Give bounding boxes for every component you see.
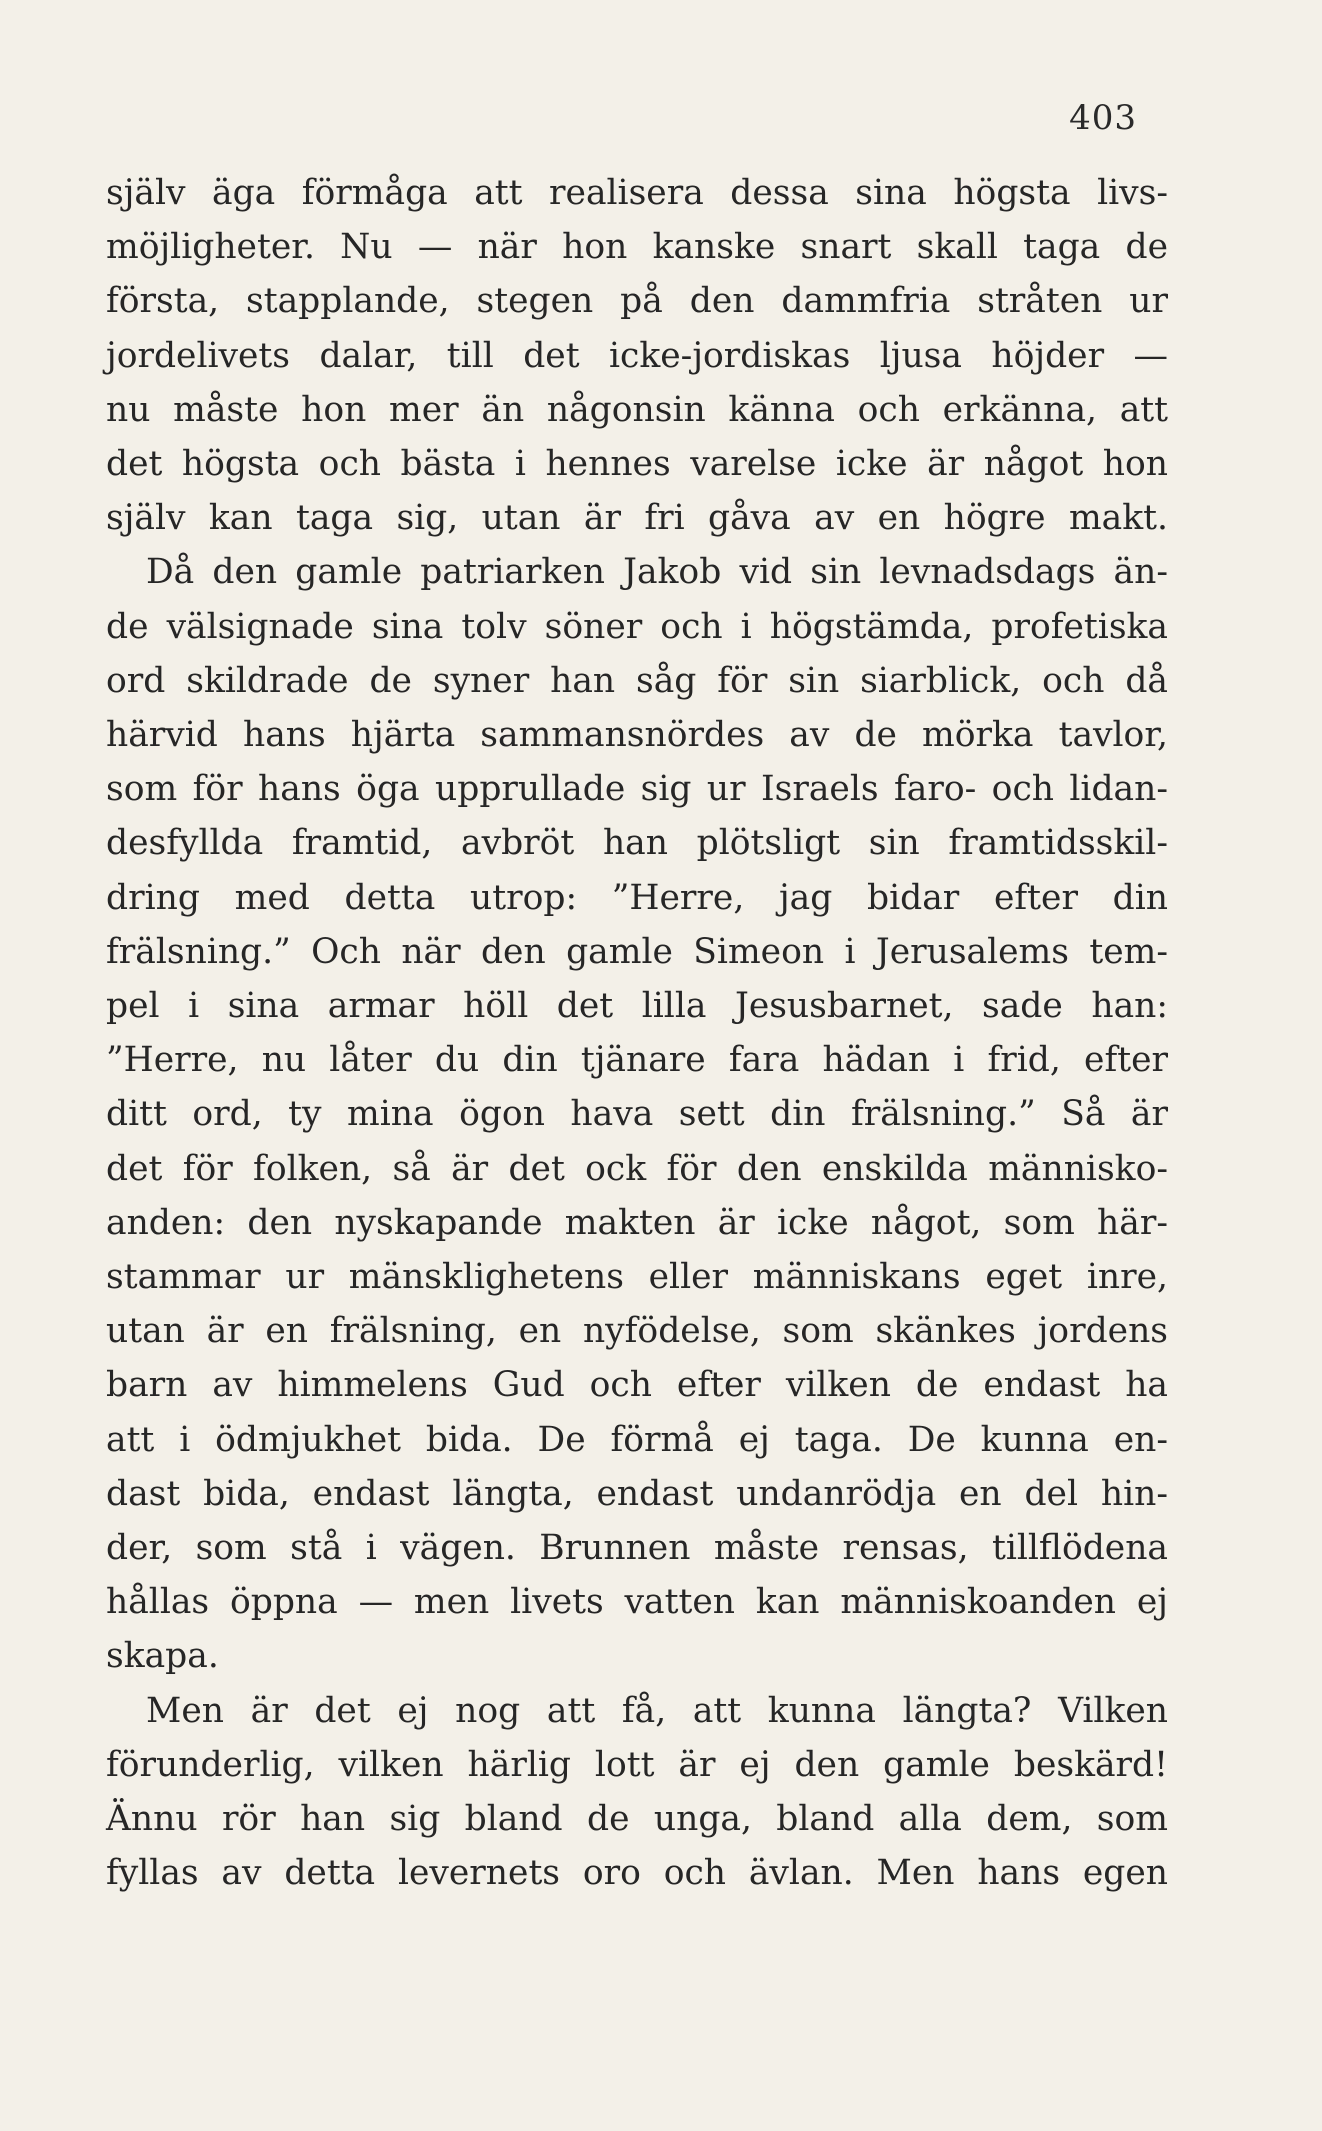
text-line: der, som stå i vägen. Brunnen måste rensas, tillflödena — [106, 1528, 1168, 1569]
text-line: barn av himmelens Gud och efter vilken de endast ha — [106, 1365, 1168, 1406]
body-text — [106, 166, 1168, 1901]
text-line: själv äga förmåga att realisera dessa sina högsta livs- — [106, 173, 1168, 213]
text-line: härvid hans hjärta sammansnördes av de mörka tavlor, — [106, 715, 1168, 756]
text-line: Ännu rör han sig bland de unga, bland alla dem, som — [106, 1799, 1168, 1840]
text-line: anden: den nyskapande makten är icke något, som här- — [106, 1202, 1168, 1243]
text-line: utan är en frälsning, en nyfödelse, som skänkes jordens — [106, 1311, 1168, 1352]
text-line: nu måste hon mer än någonsin känna och erkänna, att — [106, 389, 1168, 430]
text-line: Då den gamle patriarken Jakob vid sin levnadsdags än- — [146, 552, 1168, 593]
text-line: första, stapplande, stegen på den dammfria stråten ur — [106, 281, 1168, 322]
text-line: jordelivets dalar, till det icke-jordiskas ljusa höjder — — [106, 335, 1168, 376]
text-line: stammar ur mänsklighetens eller människans eget inre, — [106, 1257, 1168, 1298]
text-line: dring med detta utrop: ”Herre, jag bidar efter din — [106, 877, 1168, 918]
text-line: hållas öppna — men livets vatten kan människoanden ej — [106, 1582, 1168, 1623]
text-line: frälsning.” Och när den gamle Simeon i Jerusalems tem- — [106, 931, 1168, 972]
text-line: ord skildrade de syner han såg för sin siarblick, och då — [106, 660, 1168, 701]
text-line: pel i sina armar höll det lilla Jesusbarnet, sade han: — [106, 986, 1168, 1027]
text-line: skapa. — [106, 1636, 219, 1677]
text-line: det för folken, så är det ock för den enskilda människo- — [106, 1148, 1168, 1189]
text-line: de välsignade sina tolv söner och i högstämda, profetiska — [106, 606, 1168, 647]
text-line: själv kan taga sig, utan är fri gåva av en högre makt. — [106, 498, 1168, 539]
text-line: Men är det ej nog att få, att kunna längta? Vilken — [146, 1690, 1168, 1731]
text-line: ”Herre, nu låter du din tjänare fara hädan i frid, efter — [106, 1040, 1168, 1081]
text-line: fyllas av detta levernets oro och ävlan. Men hans egen — [106, 1853, 1168, 1894]
text-line: ditt ord, ty mina ögon hava sett din frälsning.” Så är — [106, 1094, 1168, 1135]
text-line: möjligheter. Nu — när hon kanske snart skall taga de — [106, 227, 1168, 268]
text-line: dast bida, endast längta, endast undanrödja en del hin- — [106, 1473, 1168, 1514]
text-line: att i ödmjukhet bida. De förmå ej taga. De kunna en- — [106, 1419, 1168, 1460]
page-number: 403 — [1069, 98, 1137, 138]
text-line: förunderlig, vilken härlig lott är ej den gamle beskärd! — [106, 1744, 1168, 1785]
text-line: som för hans öga upprullade sig ur Israels faro- och lidan- — [106, 769, 1168, 810]
text-line: det högsta och bästa i hennes varelse icke är något hon — [106, 444, 1168, 485]
text-line: desfyllda framtid, avbröt han plötsligt sin framtidsskil- — [106, 823, 1168, 864]
